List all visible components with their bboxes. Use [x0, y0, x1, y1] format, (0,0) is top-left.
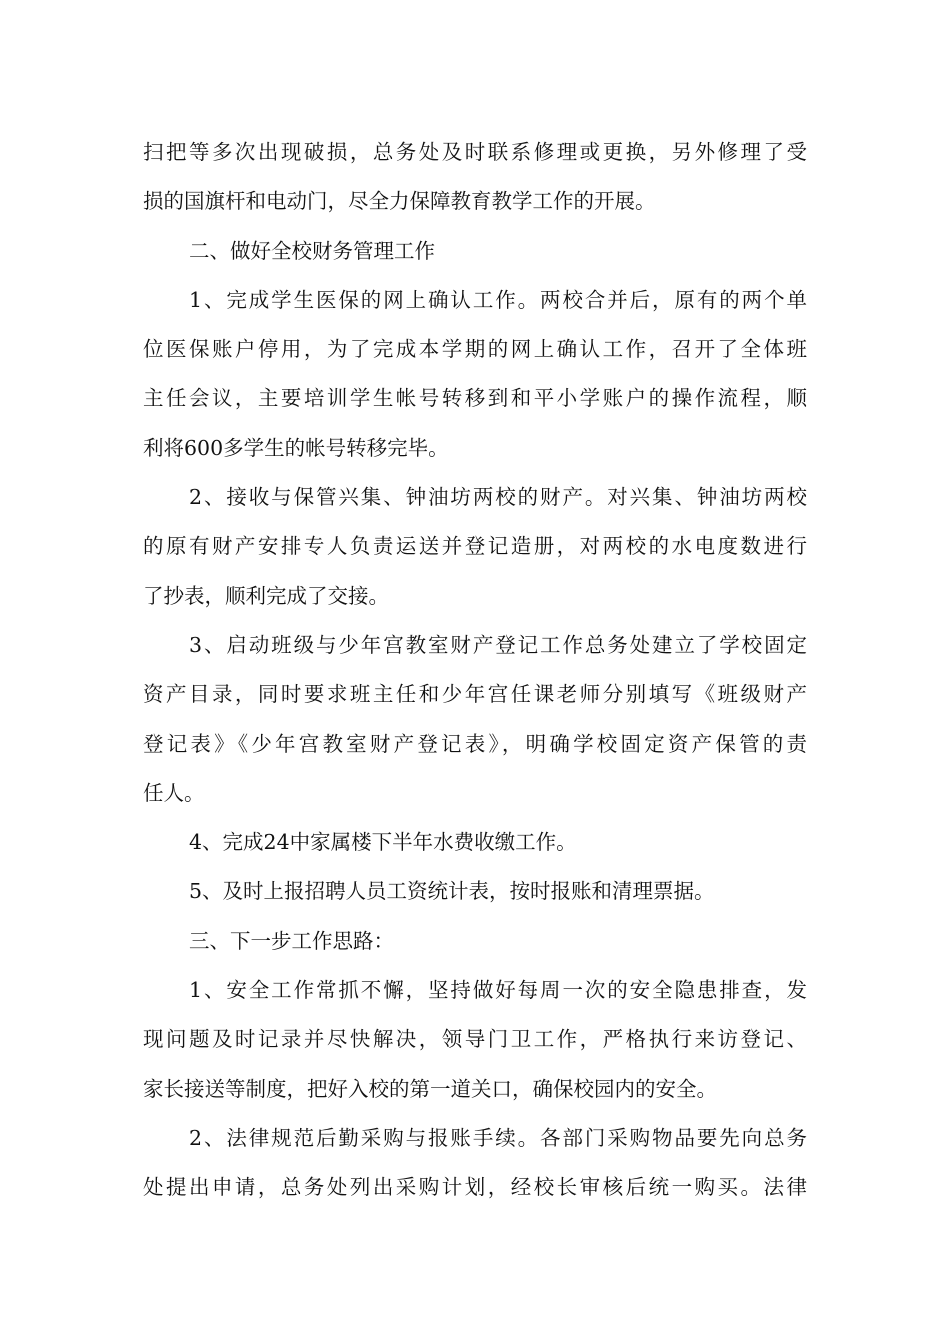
text-line: 了抄表，顺利完成了交接。: [143, 583, 389, 608]
text-line: 二、做好全校财务管理工作: [189, 238, 435, 263]
text-line: 位医保账户停用，为了完成本学期的网上确认工作，召开了全体班: [143, 337, 807, 362]
text-line: 扫把等多次出现破损，总务处及时联系修理或更换，另外修理了受: [143, 140, 807, 164]
text-line: 登记表》《少年宫教室财产登记表》，明确学校固定资产保管的责: [143, 731, 807, 756]
text-line: 家长接送等制度，把好入校的第一道关口，确保校园内的安全。: [143, 1076, 717, 1101]
text-line: 利将600多学生的帐号转移完毕。: [143, 435, 449, 460]
text-line: 损的国旗杆和电动门，尽全力保障教育教学工作的开展。: [143, 189, 656, 214]
text-line: 5、及时上报招聘人员工资统计表，按时报账和清理票据。: [189, 879, 715, 904]
text-line: 1、完成学生医保的网上确认工作。两校合并后，原有的两个单: [189, 287, 807, 312]
document-body: [143, 128, 807, 1213]
text-line: 任人。: [143, 780, 205, 805]
text-line: 4、完成24中家属楼下半年水费收缴工作。: [189, 830, 577, 855]
text-line: 的原有财产安排专人负责运送并登记造册，对两校的水电度数进行: [143, 534, 807, 559]
text-line: 处提出申请，总务处列出采购计划，经校长审核后统一购买。法律: [143, 1175, 807, 1200]
text-line: 资产目录，同时要求班主任和少年宫任课老师分别填写《班级财产: [143, 682, 807, 707]
text-line: 主任会议，主要培训学生帐号转移到和平小学账户的操作流程，顺: [143, 386, 807, 411]
text-line: 2、接收与保管兴集、钟油坊两校的财产。对兴集、钟油坊两校: [189, 485, 807, 510]
text-line: 2、法律规范后勤采购与报账手续。各部门采购物品要先向总务: [189, 1125, 807, 1150]
text-line: 3、启动班级与少年宫教室财产登记工作总务处建立了学校固定: [189, 632, 807, 657]
text-line: 三、下一步工作思路：: [189, 928, 394, 953]
text-line: 现问题及时记录并尽快解决，领导门卫工作，严格执行来访登记、: [143, 1027, 807, 1052]
text-line: 1、安全工作常抓不懈，坚持做好每周一次的安全隐患排查，发: [189, 978, 807, 1003]
